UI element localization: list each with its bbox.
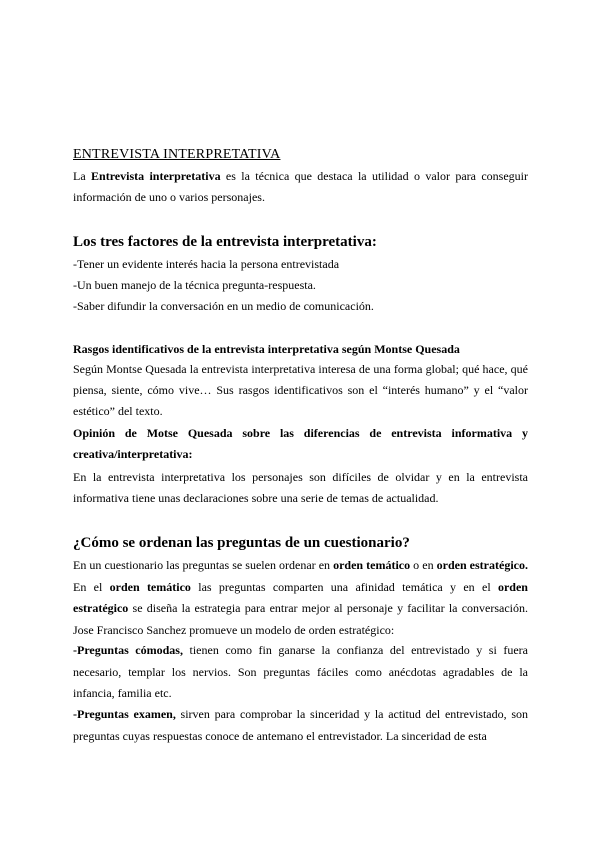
bold-term: orden temático [333,558,411,572]
bold-term: -Preguntas cómodas, [73,643,183,657]
text-run: las preguntas comparten una afinidad temática y en el [190,579,498,594]
bold-term: orden estratégico. [436,558,528,572]
opinion-heading: Opinión de Motse Quesada sobre las diferencias de entrevista informativa y creativa/interpretativa: [73,426,528,461]
factors-list [73,254,528,317]
intro-bold-term: Entrevista interpretativa [91,169,221,183]
factors-heading: Los tres factores de la entrevista interpretativa: [73,234,377,250]
text-run: En un cuestionario las preguntas se suelen ordenar en [73,558,334,572]
text-run: se diseña la estrategia para entrar mejor al personaje y facilitar la conversación. Jose Francisco Sanchez promueve un modelo de orden estratégico: [73,601,528,637]
cuestionario-paragraph [73,555,528,641]
rasgos-heading: Rasgos identificativos de la entrevista interpretativa según Montse Quesada [73,342,460,356]
intro-text-2: es la técnica que destaca la utilidad o valor para conseguir información de uno o varios personajes. [73,169,529,204]
cuestionario-heading: ¿Cómo se ordenan las preguntas de un cuestionario? [73,535,410,551]
text-run: En el [73,579,110,594]
text-run: o en [410,558,437,572]
page-title: ENTREVISTA INTERPRETATIVA [73,147,281,162]
text-run: tienen como fin ganarse la confianza del entrevistado y si fuera necesario, templar los nervios. Son preguntas fáciles como anécdotas agradables de la infancia, familia etc. [73,643,528,700]
list-item: -Saber difundir la conversación en un medio de comunicación. [73,299,374,313]
opinion-paragraph: En la entrevista interpretativa los personajes son difíciles de olvidar y en la entrevista informativa tiene unas declaraciones sobre una serie de temas de actualidad. [73,470,528,505]
examen-paragraph [73,704,528,747]
bold-term: orden estratégico [73,579,528,615]
bold-term: -Preguntas examen, [73,707,176,721]
comodas-paragraph [73,640,528,705]
intro-paragraph [73,166,528,208]
list-item: -Un buen manejo de la técnica pregunta-respuesta. [73,278,316,292]
text-run: sirven para comprobar la sinceridad y la actitud del entrevistado, son preguntas cuyas respuestas conoce de antemano el entrevistador. La sinceridad de esta [73,707,528,743]
list-item: -Tener un evidente interés hacia la persona entrevistada [73,257,340,271]
bold-term: orden temático [109,579,191,594]
intro-text-1: La [73,169,92,183]
rasgos-paragraph: Según Montse Quesada la entrevista interpretativa interesa de una forma global; qué hace, qué piensa, siente, cómo vive… Sus rasgos identificativos son el “interés humano” y el “valor estético” del texto. [73,362,528,418]
